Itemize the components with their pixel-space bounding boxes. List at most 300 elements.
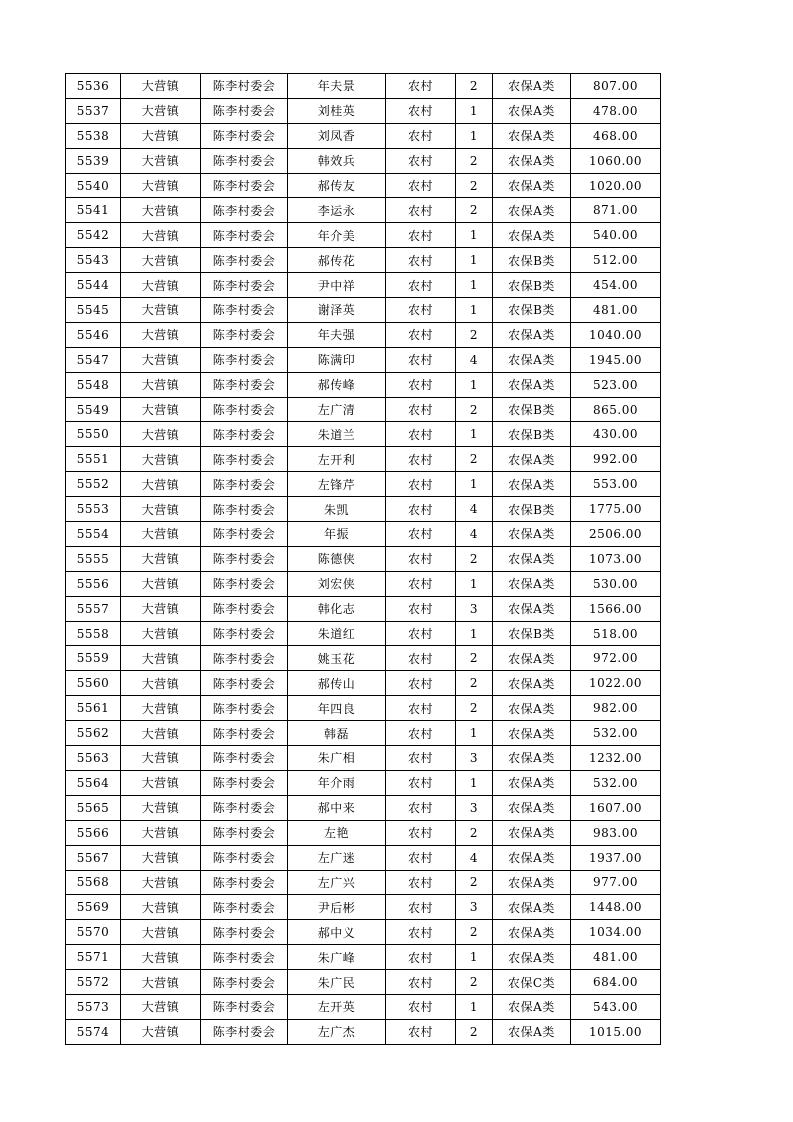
cell-amount: 2506.00 — [571, 522, 661, 547]
cell-category: 农保A类 — [493, 571, 571, 596]
cell-town: 大营镇 — [121, 646, 201, 671]
table-body — [66, 74, 661, 1045]
cell-amount: 1607.00 — [571, 795, 661, 820]
cell-name: 刘桂英 — [288, 98, 386, 123]
cell-category: 农保C类 — [493, 970, 571, 995]
cell-village: 陈李村委会 — [201, 372, 288, 397]
table-row — [66, 1019, 661, 1044]
cell-category: 农保A类 — [493, 945, 571, 970]
cell-count: 1 — [456, 721, 493, 746]
cell-category: 农保A类 — [493, 198, 571, 223]
cell-town: 大营镇 — [121, 372, 201, 397]
cell-type: 农村 — [386, 770, 456, 795]
cell-village: 陈李村委会 — [201, 696, 288, 721]
table-row — [66, 845, 661, 870]
cell-village: 陈李村委会 — [201, 397, 288, 422]
cell-village: 陈李村委会 — [201, 770, 288, 795]
table-row — [66, 895, 661, 920]
cell-amount: 684.00 — [571, 970, 661, 995]
cell-id: 5548 — [66, 372, 121, 397]
cell-count: 2 — [456, 74, 493, 99]
table-row — [66, 123, 661, 148]
cell-id: 5541 — [66, 198, 121, 223]
cell-type: 农村 — [386, 472, 456, 497]
cell-town: 大营镇 — [121, 596, 201, 621]
cell-village: 陈李村委会 — [201, 820, 288, 845]
cell-name: 尹后彬 — [288, 895, 386, 920]
cell-type: 农村 — [386, 223, 456, 248]
cell-type: 农村 — [386, 895, 456, 920]
cell-count: 2 — [456, 870, 493, 895]
cell-id: 5556 — [66, 571, 121, 596]
cell-amount: 1060.00 — [571, 148, 661, 173]
cell-category: 农保A类 — [493, 770, 571, 795]
cell-category: 农保A类 — [493, 721, 571, 746]
cell-count: 1 — [456, 621, 493, 646]
cell-id: 5553 — [66, 497, 121, 522]
cell-town: 大营镇 — [121, 895, 201, 920]
cell-id: 5546 — [66, 322, 121, 347]
cell-amount: 1232.00 — [571, 746, 661, 771]
cell-town: 大营镇 — [121, 795, 201, 820]
cell-name: 左广清 — [288, 397, 386, 422]
cell-id: 5566 — [66, 820, 121, 845]
cell-town: 大营镇 — [121, 497, 201, 522]
cell-village: 陈李村委会 — [201, 522, 288, 547]
cell-name: 左开利 — [288, 447, 386, 472]
cell-village: 陈李村委会 — [201, 298, 288, 323]
cell-amount: 1034.00 — [571, 920, 661, 945]
cell-town: 大营镇 — [121, 322, 201, 347]
table-container — [65, 73, 661, 1045]
table-row — [66, 646, 661, 671]
cell-village: 陈李村委会 — [201, 123, 288, 148]
cell-village: 陈李村委会 — [201, 422, 288, 447]
cell-village: 陈李村委会 — [201, 646, 288, 671]
cell-category: 农保A类 — [493, 123, 571, 148]
table-row — [66, 671, 661, 696]
cell-count: 2 — [456, 1019, 493, 1044]
cell-name: 朱道兰 — [288, 422, 386, 447]
cell-village: 陈李村委会 — [201, 248, 288, 273]
cell-village: 陈李村委会 — [201, 98, 288, 123]
cell-name: 年夫景 — [288, 74, 386, 99]
cell-village: 陈李村委会 — [201, 198, 288, 223]
cell-village: 陈李村委会 — [201, 148, 288, 173]
cell-type: 农村 — [386, 571, 456, 596]
cell-village: 陈李村委会 — [201, 845, 288, 870]
cell-town: 大营镇 — [121, 1019, 201, 1044]
cell-id: 5539 — [66, 148, 121, 173]
cell-id: 5551 — [66, 447, 121, 472]
table-row — [66, 820, 661, 845]
cell-category: 农保B类 — [493, 621, 571, 646]
cell-type: 农村 — [386, 596, 456, 621]
cell-id: 5573 — [66, 994, 121, 1019]
cell-town: 大营镇 — [121, 148, 201, 173]
cell-village: 陈李村委会 — [201, 322, 288, 347]
cell-count: 1 — [456, 372, 493, 397]
cell-amount: 1937.00 — [571, 845, 661, 870]
table-row — [66, 945, 661, 970]
table-row — [66, 422, 661, 447]
cell-type: 农村 — [386, 322, 456, 347]
cell-type: 农村 — [386, 546, 456, 571]
table-row — [66, 994, 661, 1019]
cell-amount: 1040.00 — [571, 322, 661, 347]
cell-type: 农村 — [386, 945, 456, 970]
cell-type: 农村 — [386, 795, 456, 820]
table-row — [66, 770, 661, 795]
cell-name: 韩磊 — [288, 721, 386, 746]
cell-town: 大营镇 — [121, 273, 201, 298]
cell-name: 左开英 — [288, 994, 386, 1019]
cell-amount: 1073.00 — [571, 546, 661, 571]
cell-amount: 1448.00 — [571, 895, 661, 920]
table-row — [66, 546, 661, 571]
cell-id: 5544 — [66, 273, 121, 298]
cell-name: 年振 — [288, 522, 386, 547]
cell-name: 陈满印 — [288, 347, 386, 372]
cell-amount: 982.00 — [571, 696, 661, 721]
cell-amount: 481.00 — [571, 298, 661, 323]
cell-category: 农保A类 — [493, 795, 571, 820]
cell-town: 大营镇 — [121, 746, 201, 771]
cell-count: 1 — [456, 945, 493, 970]
cell-count: 3 — [456, 746, 493, 771]
cell-count: 2 — [456, 696, 493, 721]
cell-count: 1 — [456, 223, 493, 248]
cell-id: 5536 — [66, 74, 121, 99]
cell-type: 农村 — [386, 994, 456, 1019]
table-row — [66, 920, 661, 945]
cell-id: 5552 — [66, 472, 121, 497]
cell-type: 农村 — [386, 98, 456, 123]
cell-count: 3 — [456, 795, 493, 820]
cell-count: 1 — [456, 994, 493, 1019]
cell-amount: 454.00 — [571, 273, 661, 298]
cell-name: 朱凯 — [288, 497, 386, 522]
cell-name: 陈德侠 — [288, 546, 386, 571]
cell-village: 陈李村委会 — [201, 571, 288, 596]
table-row — [66, 447, 661, 472]
cell-type: 农村 — [386, 148, 456, 173]
cell-amount: 1015.00 — [571, 1019, 661, 1044]
cell-name: 郝传花 — [288, 248, 386, 273]
cell-village: 陈李村委会 — [201, 746, 288, 771]
cell-village: 陈李村委会 — [201, 596, 288, 621]
cell-count: 4 — [456, 497, 493, 522]
cell-category: 农保A类 — [493, 596, 571, 621]
cell-name: 朱广峰 — [288, 945, 386, 970]
cell-amount: 512.00 — [571, 248, 661, 273]
cell-type: 农村 — [386, 970, 456, 995]
cell-type: 农村 — [386, 746, 456, 771]
cell-town: 大营镇 — [121, 820, 201, 845]
cell-count: 1 — [456, 472, 493, 497]
cell-category: 农保A类 — [493, 546, 571, 571]
cell-category: 农保A类 — [493, 895, 571, 920]
cell-amount: 543.00 — [571, 994, 661, 1019]
cell-type: 农村 — [386, 198, 456, 223]
table-row — [66, 322, 661, 347]
table-row — [66, 198, 661, 223]
cell-town: 大营镇 — [121, 945, 201, 970]
table-row — [66, 298, 661, 323]
cell-category: 农保A类 — [493, 74, 571, 99]
cell-name: 谢泽英 — [288, 298, 386, 323]
cell-name: 李运永 — [288, 198, 386, 223]
cell-amount: 865.00 — [571, 397, 661, 422]
table-row — [66, 721, 661, 746]
cell-count: 2 — [456, 198, 493, 223]
cell-count: 1 — [456, 298, 493, 323]
cell-id: 5563 — [66, 746, 121, 771]
cell-count: 4 — [456, 845, 493, 870]
cell-id: 5572 — [66, 970, 121, 995]
table-row — [66, 497, 661, 522]
cell-amount: 523.00 — [571, 372, 661, 397]
cell-category: 农保A类 — [493, 223, 571, 248]
cell-amount: 807.00 — [571, 74, 661, 99]
cell-category: 农保A类 — [493, 322, 571, 347]
cell-type: 农村 — [386, 298, 456, 323]
cell-id: 5558 — [66, 621, 121, 646]
cell-type: 农村 — [386, 372, 456, 397]
cell-category: 农保A类 — [493, 522, 571, 547]
table-row — [66, 173, 661, 198]
cell-town: 大营镇 — [121, 472, 201, 497]
cell-name: 左广杰 — [288, 1019, 386, 1044]
cell-id: 5570 — [66, 920, 121, 945]
cell-id: 5571 — [66, 945, 121, 970]
cell-count: 2 — [456, 322, 493, 347]
cell-count: 2 — [456, 920, 493, 945]
cell-name: 朱广相 — [288, 746, 386, 771]
cell-type: 农村 — [386, 721, 456, 746]
cell-village: 陈李村委会 — [201, 621, 288, 646]
cell-category: 农保A类 — [493, 372, 571, 397]
cell-name: 姚玉花 — [288, 646, 386, 671]
cell-village: 陈李村委会 — [201, 945, 288, 970]
cell-type: 农村 — [386, 173, 456, 198]
cell-type: 农村 — [386, 248, 456, 273]
cell-id: 5561 — [66, 696, 121, 721]
cell-town: 大营镇 — [121, 845, 201, 870]
cell-type: 农村 — [386, 522, 456, 547]
cell-category: 农保A类 — [493, 746, 571, 771]
cell-name: 郝中义 — [288, 920, 386, 945]
cell-count: 2 — [456, 148, 493, 173]
cell-id: 5560 — [66, 671, 121, 696]
cell-count: 1 — [456, 273, 493, 298]
cell-town: 大营镇 — [121, 397, 201, 422]
cell-type: 农村 — [386, 74, 456, 99]
cell-name: 郝中来 — [288, 795, 386, 820]
cell-town: 大营镇 — [121, 671, 201, 696]
cell-category: 农保B类 — [493, 248, 571, 273]
cell-name: 刘凤香 — [288, 123, 386, 148]
table-row — [66, 696, 661, 721]
cell-type: 农村 — [386, 1019, 456, 1044]
cell-type: 农村 — [386, 447, 456, 472]
cell-id: 5569 — [66, 895, 121, 920]
cell-type: 农村 — [386, 870, 456, 895]
cell-count: 2 — [456, 646, 493, 671]
cell-amount: 540.00 — [571, 223, 661, 248]
cell-town: 大营镇 — [121, 571, 201, 596]
cell-town: 大营镇 — [121, 994, 201, 1019]
cell-count: 1 — [456, 422, 493, 447]
table-row — [66, 397, 661, 422]
cell-name: 年夫强 — [288, 322, 386, 347]
cell-town: 大营镇 — [121, 920, 201, 945]
cell-id: 5574 — [66, 1019, 121, 1044]
cell-village: 陈李村委会 — [201, 223, 288, 248]
cell-amount: 478.00 — [571, 98, 661, 123]
table-row — [66, 372, 661, 397]
table-row — [66, 148, 661, 173]
cell-town: 大营镇 — [121, 173, 201, 198]
cell-id: 5545 — [66, 298, 121, 323]
cell-name: 年四良 — [288, 696, 386, 721]
cell-category: 农保B类 — [493, 298, 571, 323]
cell-amount: 1945.00 — [571, 347, 661, 372]
cell-count: 1 — [456, 248, 493, 273]
cell-id: 5568 — [66, 870, 121, 895]
table-row — [66, 273, 661, 298]
cell-category: 农保B类 — [493, 422, 571, 447]
cell-count: 1 — [456, 98, 493, 123]
table-row — [66, 98, 661, 123]
cell-amount: 871.00 — [571, 198, 661, 223]
table-row — [66, 223, 661, 248]
cell-name: 左锋芹 — [288, 472, 386, 497]
table-row — [66, 621, 661, 646]
cell-name: 韩效兵 — [288, 148, 386, 173]
cell-id: 5537 — [66, 98, 121, 123]
cell-id: 5540 — [66, 173, 121, 198]
table-row — [66, 74, 661, 99]
cell-category: 农保B类 — [493, 497, 571, 522]
cell-amount: 430.00 — [571, 422, 661, 447]
cell-amount: 1022.00 — [571, 671, 661, 696]
cell-count: 1 — [456, 770, 493, 795]
cell-count: 2 — [456, 671, 493, 696]
cell-village: 陈李村委会 — [201, 721, 288, 746]
cell-amount: 468.00 — [571, 123, 661, 148]
cell-town: 大营镇 — [121, 422, 201, 447]
cell-village: 陈李村委会 — [201, 173, 288, 198]
cell-category: 农保A类 — [493, 820, 571, 845]
cell-count: 2 — [456, 397, 493, 422]
cell-id: 5567 — [66, 845, 121, 870]
cell-category: 农保A类 — [493, 98, 571, 123]
cell-town: 大营镇 — [121, 870, 201, 895]
cell-type: 农村 — [386, 621, 456, 646]
cell-town: 大营镇 — [121, 721, 201, 746]
cell-name: 刘宏侠 — [288, 571, 386, 596]
cell-count: 2 — [456, 447, 493, 472]
cell-type: 农村 — [386, 422, 456, 447]
cell-name: 郝传友 — [288, 173, 386, 198]
cell-category: 农保A类 — [493, 347, 571, 372]
cell-category: 农保A类 — [493, 646, 571, 671]
cell-amount: 977.00 — [571, 870, 661, 895]
cell-id: 5538 — [66, 123, 121, 148]
table-row — [66, 472, 661, 497]
cell-id: 5565 — [66, 795, 121, 820]
cell-type: 农村 — [386, 397, 456, 422]
cell-amount: 983.00 — [571, 820, 661, 845]
cell-amount: 1775.00 — [571, 497, 661, 522]
cell-type: 农村 — [386, 696, 456, 721]
cell-id: 5559 — [66, 646, 121, 671]
cell-id: 5555 — [66, 546, 121, 571]
table-row — [66, 596, 661, 621]
cell-town: 大营镇 — [121, 98, 201, 123]
cell-town: 大营镇 — [121, 696, 201, 721]
cell-type: 农村 — [386, 845, 456, 870]
cell-name: 朱广民 — [288, 970, 386, 995]
cell-category: 农保A类 — [493, 173, 571, 198]
cell-count: 4 — [456, 522, 493, 547]
cell-village: 陈李村委会 — [201, 447, 288, 472]
cell-id: 5564 — [66, 770, 121, 795]
cell-category: 农保A类 — [493, 671, 571, 696]
cell-category: 农保B类 — [493, 397, 571, 422]
cell-id: 5542 — [66, 223, 121, 248]
cell-village: 陈李村委会 — [201, 1019, 288, 1044]
cell-name: 朱道红 — [288, 621, 386, 646]
cell-town: 大营镇 — [121, 223, 201, 248]
cell-type: 农村 — [386, 671, 456, 696]
cell-town: 大营镇 — [121, 522, 201, 547]
cell-category: 农保A类 — [493, 447, 571, 472]
cell-count: 3 — [456, 895, 493, 920]
cell-town: 大营镇 — [121, 347, 201, 372]
cell-category: 农保A类 — [493, 148, 571, 173]
cell-name: 年介雨 — [288, 770, 386, 795]
cell-id: 5550 — [66, 422, 121, 447]
cell-count: 4 — [456, 347, 493, 372]
cell-village: 陈李村委会 — [201, 497, 288, 522]
cell-amount: 532.00 — [571, 721, 661, 746]
table-row — [66, 970, 661, 995]
table-row — [66, 522, 661, 547]
cell-village: 陈李村委会 — [201, 74, 288, 99]
cell-amount: 553.00 — [571, 472, 661, 497]
cell-town: 大营镇 — [121, 621, 201, 646]
cell-category: 农保A类 — [493, 845, 571, 870]
cell-category: 农保A类 — [493, 1019, 571, 1044]
cell-amount: 992.00 — [571, 447, 661, 472]
cell-category: 农保A类 — [493, 696, 571, 721]
cell-category: 农保B类 — [493, 273, 571, 298]
table-row — [66, 571, 661, 596]
cell-id: 5543 — [66, 248, 121, 273]
cell-name: 尹中祥 — [288, 273, 386, 298]
cell-count: 1 — [456, 571, 493, 596]
cell-town: 大营镇 — [121, 198, 201, 223]
table-row — [66, 870, 661, 895]
cell-name: 年介美 — [288, 223, 386, 248]
benefits-table — [65, 73, 661, 1045]
cell-village: 陈李村委会 — [201, 273, 288, 298]
cell-amount: 972.00 — [571, 646, 661, 671]
cell-count: 2 — [456, 173, 493, 198]
cell-name: 郝传山 — [288, 671, 386, 696]
